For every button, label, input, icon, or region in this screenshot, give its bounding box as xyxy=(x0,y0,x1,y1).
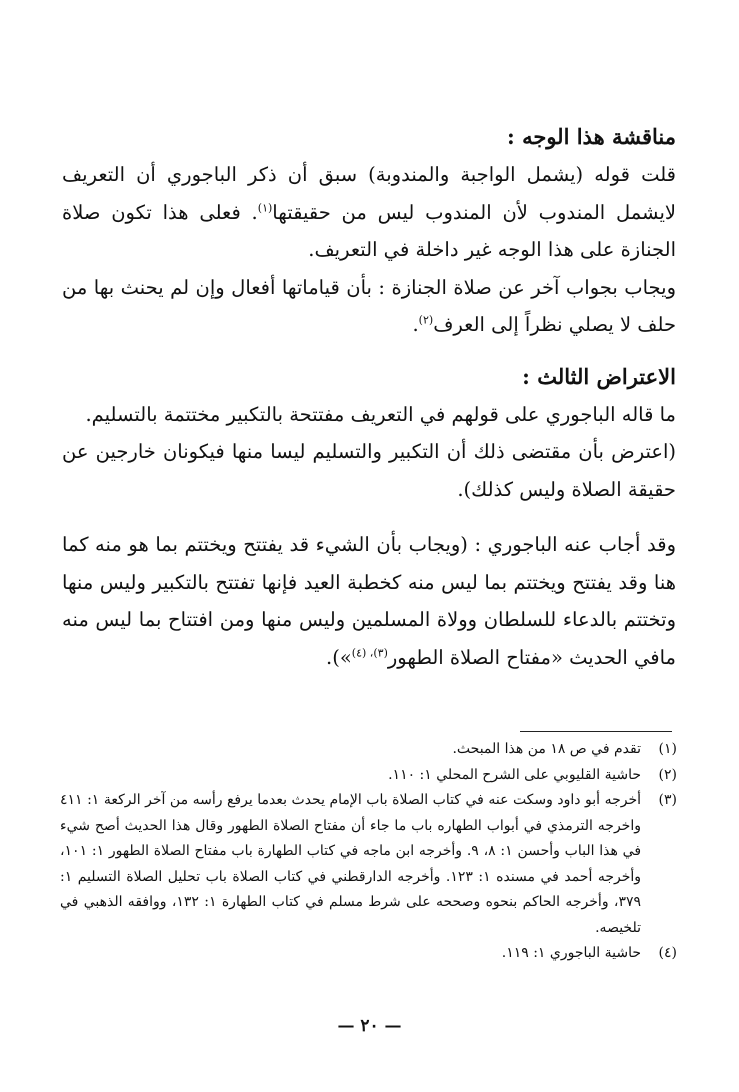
footnote-2 xyxy=(60,763,677,789)
page-number: — ٢٠ — xyxy=(337,1016,402,1036)
footnote-text: أخرجه أبو داود وسكت عنه في كتاب الصلاة باب الإمام يحدث بعدما يرفع رأسه من آخر الركعة ١: ٤١١ واخرجه الترمذي في أبواب الطهاره باب ما جاء أن مفتاح الصلاة الطهور وقال هذا الحديث أصح شيء في هذا الباب وأحسن ١: ٨، ٩. وأخرجه ابن ماجه في كتاب الطهارة باب مفتاح الصلاة الطهور ١: ١٠١، وأخرجه أحمد في مسنده ١: ١٢٣. وأخرجه الدارقطني في كتاب الصلاة باب تحليل الصلاة التسليم ١: ٣٧٩، وأخرجه الحاكم بنحوه وصححه على شرط مسلم في كتاب الطهارة ١: ١٣٢، ووافقه الذهبي في تلخيصه. xyxy=(60,792,642,936)
paragraph-2-text-a: ويجاب بجواب آخر عن صلاة الجنازة : بأن قياماتها أفعال وإن لم يحنث بها من حلف لا يصلي نظراً إلى العرف xyxy=(62,275,676,336)
paragraph-5-text-a: وقد أجاب عنه الباجوري : (ويجاب بأن الشيء قد يفتتح ويختتم بما هو منه كما هنا وقد يفتتح ويختتم بما ليس منه كخطبة العيد فإنها تفتتح بالتكبير وليس منها وتختتم بالدعاء للسلطان وولاة المسلمين وليس منها ومن افتتاح بما ليس منه مافي الحديث «مفتاح الصلاة الطهور xyxy=(62,533,676,669)
main-text xyxy=(62,118,676,676)
footnote-text: حاشية الباجوري ١: ١١٩. xyxy=(501,945,641,961)
footnotes xyxy=(60,737,677,967)
section-heading-third-objection: الاعتراض الثالث : xyxy=(522,363,676,389)
section-heading-discussion: مناقشة هذا الوجه : xyxy=(507,124,676,149)
footnote-1 xyxy=(60,737,677,763)
footnote-ref-1: (١) xyxy=(257,201,273,214)
footnote-4 xyxy=(60,941,677,967)
paragraph-4: (اعترض بأن مقتضى ذلك أن التكبير والتسليم ليسا منها فيكونان خارجين عن حقيقة الصلاة وليس كذلك). xyxy=(62,440,676,501)
footnote-separator xyxy=(520,731,672,732)
paragraph-1-text-a: قلت قوله (يشمل الواجبة والمندوبة) سبق أن ذكر الباجوري أن التعريف لايشمل المندوب لأن المندوب ليس من حقيقتها xyxy=(62,163,676,224)
footnote-number: (١) xyxy=(658,741,677,757)
paragraph-5 xyxy=(62,526,676,676)
footnote-text: تقدم في ص ١٨ من هذا المبحث. xyxy=(452,741,641,757)
footnote-text: حاشية القليوبي على الشرح المحلي ١: ١١٠. xyxy=(388,766,641,783)
paragraph-1-text-b: . فعلى هذا تكون صلاة الجنازة على هذا الوجه غير داخلة في التعريف. xyxy=(62,200,676,261)
paragraph-5-text-b: »). xyxy=(326,645,352,669)
paragraph-3: ما قاله الباجوري على قولهم في التعريف مفتتحة بالتكبير مختتمة بالتسليم. xyxy=(85,402,676,426)
footnote-3 xyxy=(60,788,677,941)
footnote-number: (٢) xyxy=(658,766,677,783)
paragraph-2-text-b: . xyxy=(412,313,419,336)
footnote-ref-2: (٢) xyxy=(418,313,434,327)
footnote-number: (٤) xyxy=(658,945,677,961)
footnote-number: (٣) xyxy=(658,792,677,808)
paragraph-2 xyxy=(62,269,676,344)
footnote-ref-3-4: (٣)، (٤) xyxy=(351,646,388,659)
paragraph-1 xyxy=(62,156,676,269)
